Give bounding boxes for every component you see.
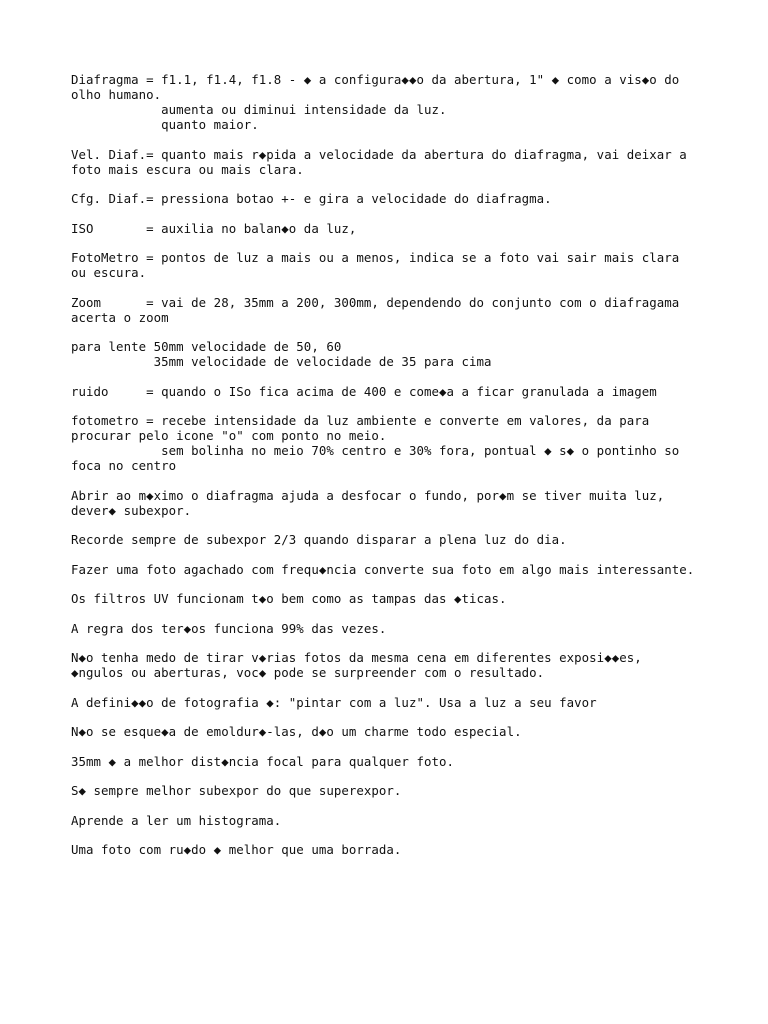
text-line: Fazer uma foto agachado com frequ◆ncia converte sua foto em algo mais interessante. [71,561,695,577]
text-line: aumenta ou diminui intensidade da luz. [71,102,447,117]
text-line: ruido = quando o ISo fica acima de 400 e come◆a a ficar granulada a imagem [71,383,657,399]
text-line: Recorde sempre de subexpor 2/3 quando disparar a plena luz do dia. [71,532,567,547]
paragraph [71,339,751,369]
text-line: dever◆ subexpor. [71,502,192,518]
text-line: sem bolinha no meio 70% centro e 30% fora, pontual ◆ s◆ o pontinho so [71,443,680,458]
paragraph [71,413,751,473]
text-line: Aprende a ler um histograma. [71,812,282,828]
document-body [71,72,751,857]
text-line: A defini◆◆o de fotografia ◆: "pintar com a luz". Usa a luz a seu favor [71,694,597,710]
paragraph [71,783,751,798]
paragraph [71,295,751,325]
paragraph [71,532,751,547]
text-line: olho humano. [71,87,162,102]
paragraph [71,562,751,577]
paragraph [71,621,751,636]
text-line: Zoom = vai de 28, 35mm a 200, 300mm, dependendo do conjunto com o diafragama [71,294,680,310]
paragraph [71,650,751,680]
text-line: foca no centro [71,458,177,473]
text-line: para lente 50mm velocidade de 50, 60 [71,339,342,354]
text-line: A regra dos ter◆os funciona 99% das vezes. [71,620,387,636]
text-line: Cfg. Diaf.= pressiona botao +- e gira a velocidade do diafragma. [71,191,552,206]
text-line: procurar pelo icone "o" com ponto no meio. [71,428,387,443]
text-line: fotometro = recebe intensidade da luz ambiente e converte em valores, da para [71,413,650,428]
text-line: Abrir ao m◆ximo o diafragma ajuda a desfocar o fundo, por◆m se tiver muita luz, [71,487,665,503]
text-line: 35mm velocidade de velocidade de 35 para cima [71,354,492,369]
paragraph [71,813,751,828]
text-line: quanto maior. [71,117,259,132]
paragraph [71,191,751,206]
text-line: acerta o zoom [71,309,169,325]
paragraph [71,724,751,739]
paragraph [71,221,751,236]
paragraph [71,488,751,518]
text-line: ou escura. [71,265,147,280]
text-line: Os filtros UV funcionam t◆o bem como as tampas das ◆ticas. [71,591,507,606]
text-line: N◆o se esque◆a de emoldur◆-las, d◆o um charme todo especial. [71,724,522,739]
text-line: Diafragma = f1.1, f1.4, f1.8 - ◆ a configura◆◆o da abertura, 1" ◆ como a vis◆o do [71,72,680,87]
paragraph [71,147,751,177]
text-line: foto mais escura ou mais clara. [71,161,304,177]
text-line: FotoMetro = pontos de luz a mais ou a menos, indica se a foto vai sair mais clara [71,250,680,265]
text-line: N◆o tenha medo de tirar v◆rias fotos da mesma cena em diferentes exposi◆◆es, [71,650,642,665]
paragraph [71,842,751,857]
paragraph [71,250,751,280]
paragraph [71,591,751,606]
paragraph [71,754,751,769]
text-line: Vel. Diaf.= quanto mais r◆pida a velocidade da abertura do diafragma, vai deixar a [71,146,687,162]
text-line: 35mm ◆ a melhor dist◆ncia focal para qualquer foto. [71,753,454,769]
paragraph [71,72,751,132]
text-line: ISO = auxilia no balan◆o da luz, [71,220,357,236]
text-line: S◆ sempre melhor subexpor do que superexpor. [71,783,402,798]
text-line: ◆ngulos ou aberturas, voc◆ pode se surpreender com o resultado. [71,665,545,680]
paragraph [71,384,751,399]
text-line: Uma foto com ru◆do ◆ melhor que uma borrada. [71,842,402,857]
paragraph [71,695,751,710]
